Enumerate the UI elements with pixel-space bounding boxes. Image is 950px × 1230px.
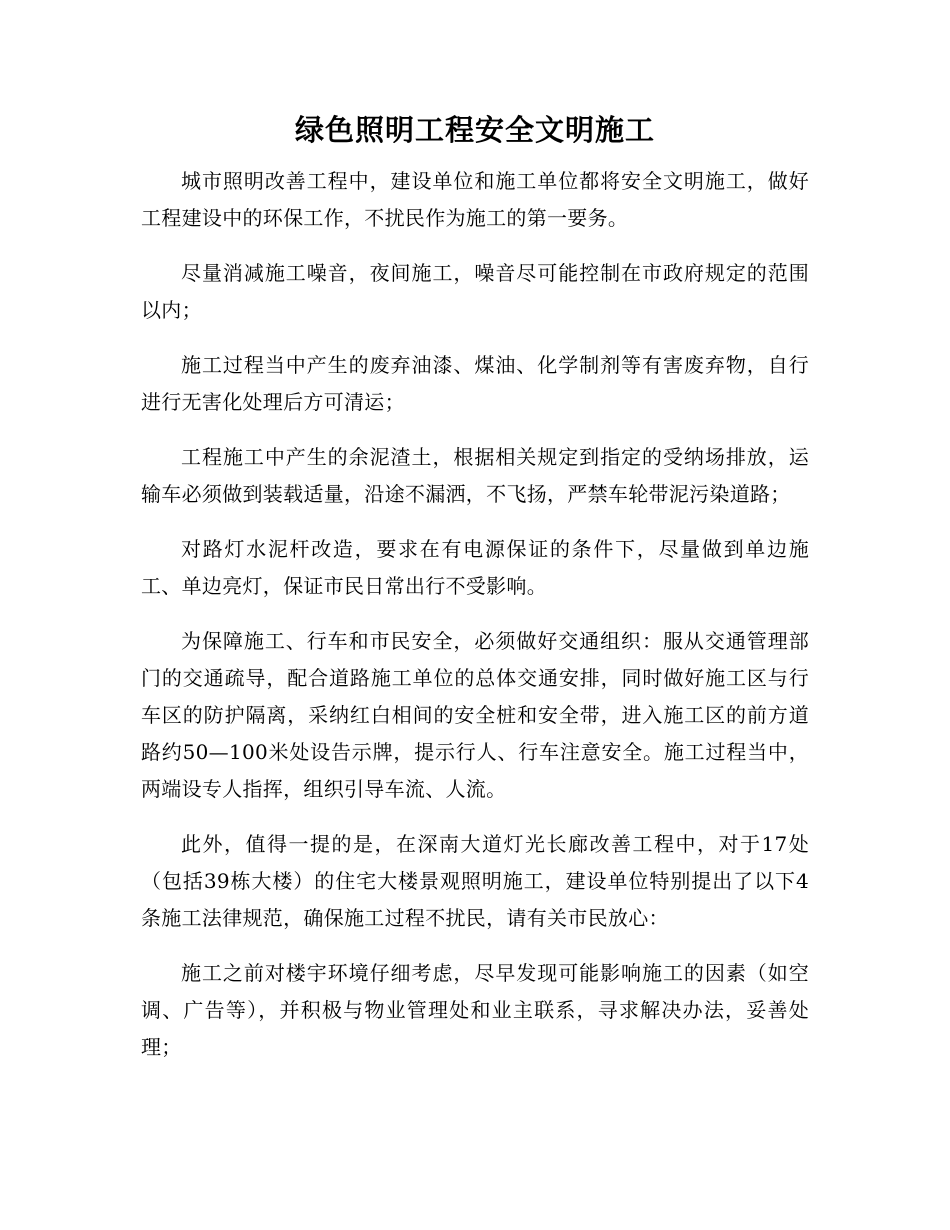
paragraph-1: 城市照明改善工程中，建设单位和施工单位都将安全文明施工，做好工程建设中的环保工作，不扰民作为施工的第一要务。 [141,169,809,230]
document-body [141,163,809,1084]
paragraph-5: 对路灯水泥杆改造，要求在有电源保证的条件下，尽量做到单边施工、单边亮灯，保证市民日常出行不受影响。 [141,537,809,598]
paragraph-4: 工程施工中产生的余泥渣土，根据相关规定到指定的受纳场排放，运输车必须做到装载适量，沿途不漏洒，不飞扬，严禁车轮带泥污染道路； [141,445,809,506]
paragraph-3: 施工过程当中产生的废弃油漆、煤油、化学制剂等有害废弃物，自行进行无害化处理后方可清运； [141,353,809,414]
document-title: 绿色照明工程安全文明施工 [294,113,655,147]
paragraph-6: 为保障施工、行车和市民安全，必须做好交通组织：服从交通管理部门的交通疏导，配合道路施工单位的总体交通安排，同时做好施工区与行车区的防护隔离，采纳红白相间的安全桩和安全带，进入施工区的前方道路约50—100米处设告示牌，提示行人、行车注意安全。施工过程当中，两端设专人指挥，组织引导车流、人流。 [141,629,809,801]
paragraph-2: 尽量消减施工噪音，夜间施工，噪音尽可能控制在市政府规定的范围以内； [141,261,809,322]
paragraph-8: 施工之前对楼宇环境仔细考虑，尽早发现可能影响施工的因素（如空调、广告等），并积极与物业管理处和业主联系，寻求解决办法，妥善处理； [141,961,809,1059]
paragraph-7: 此外，值得一提的是，在深南大道灯光长廊改善工程中，对于17处（包括39栋大楼）的住宅大楼景观照明施工，建设单位特别提出了以下4条施工法律规范，确保施工过程不扰民，请有关市民放心： [141,832,809,930]
